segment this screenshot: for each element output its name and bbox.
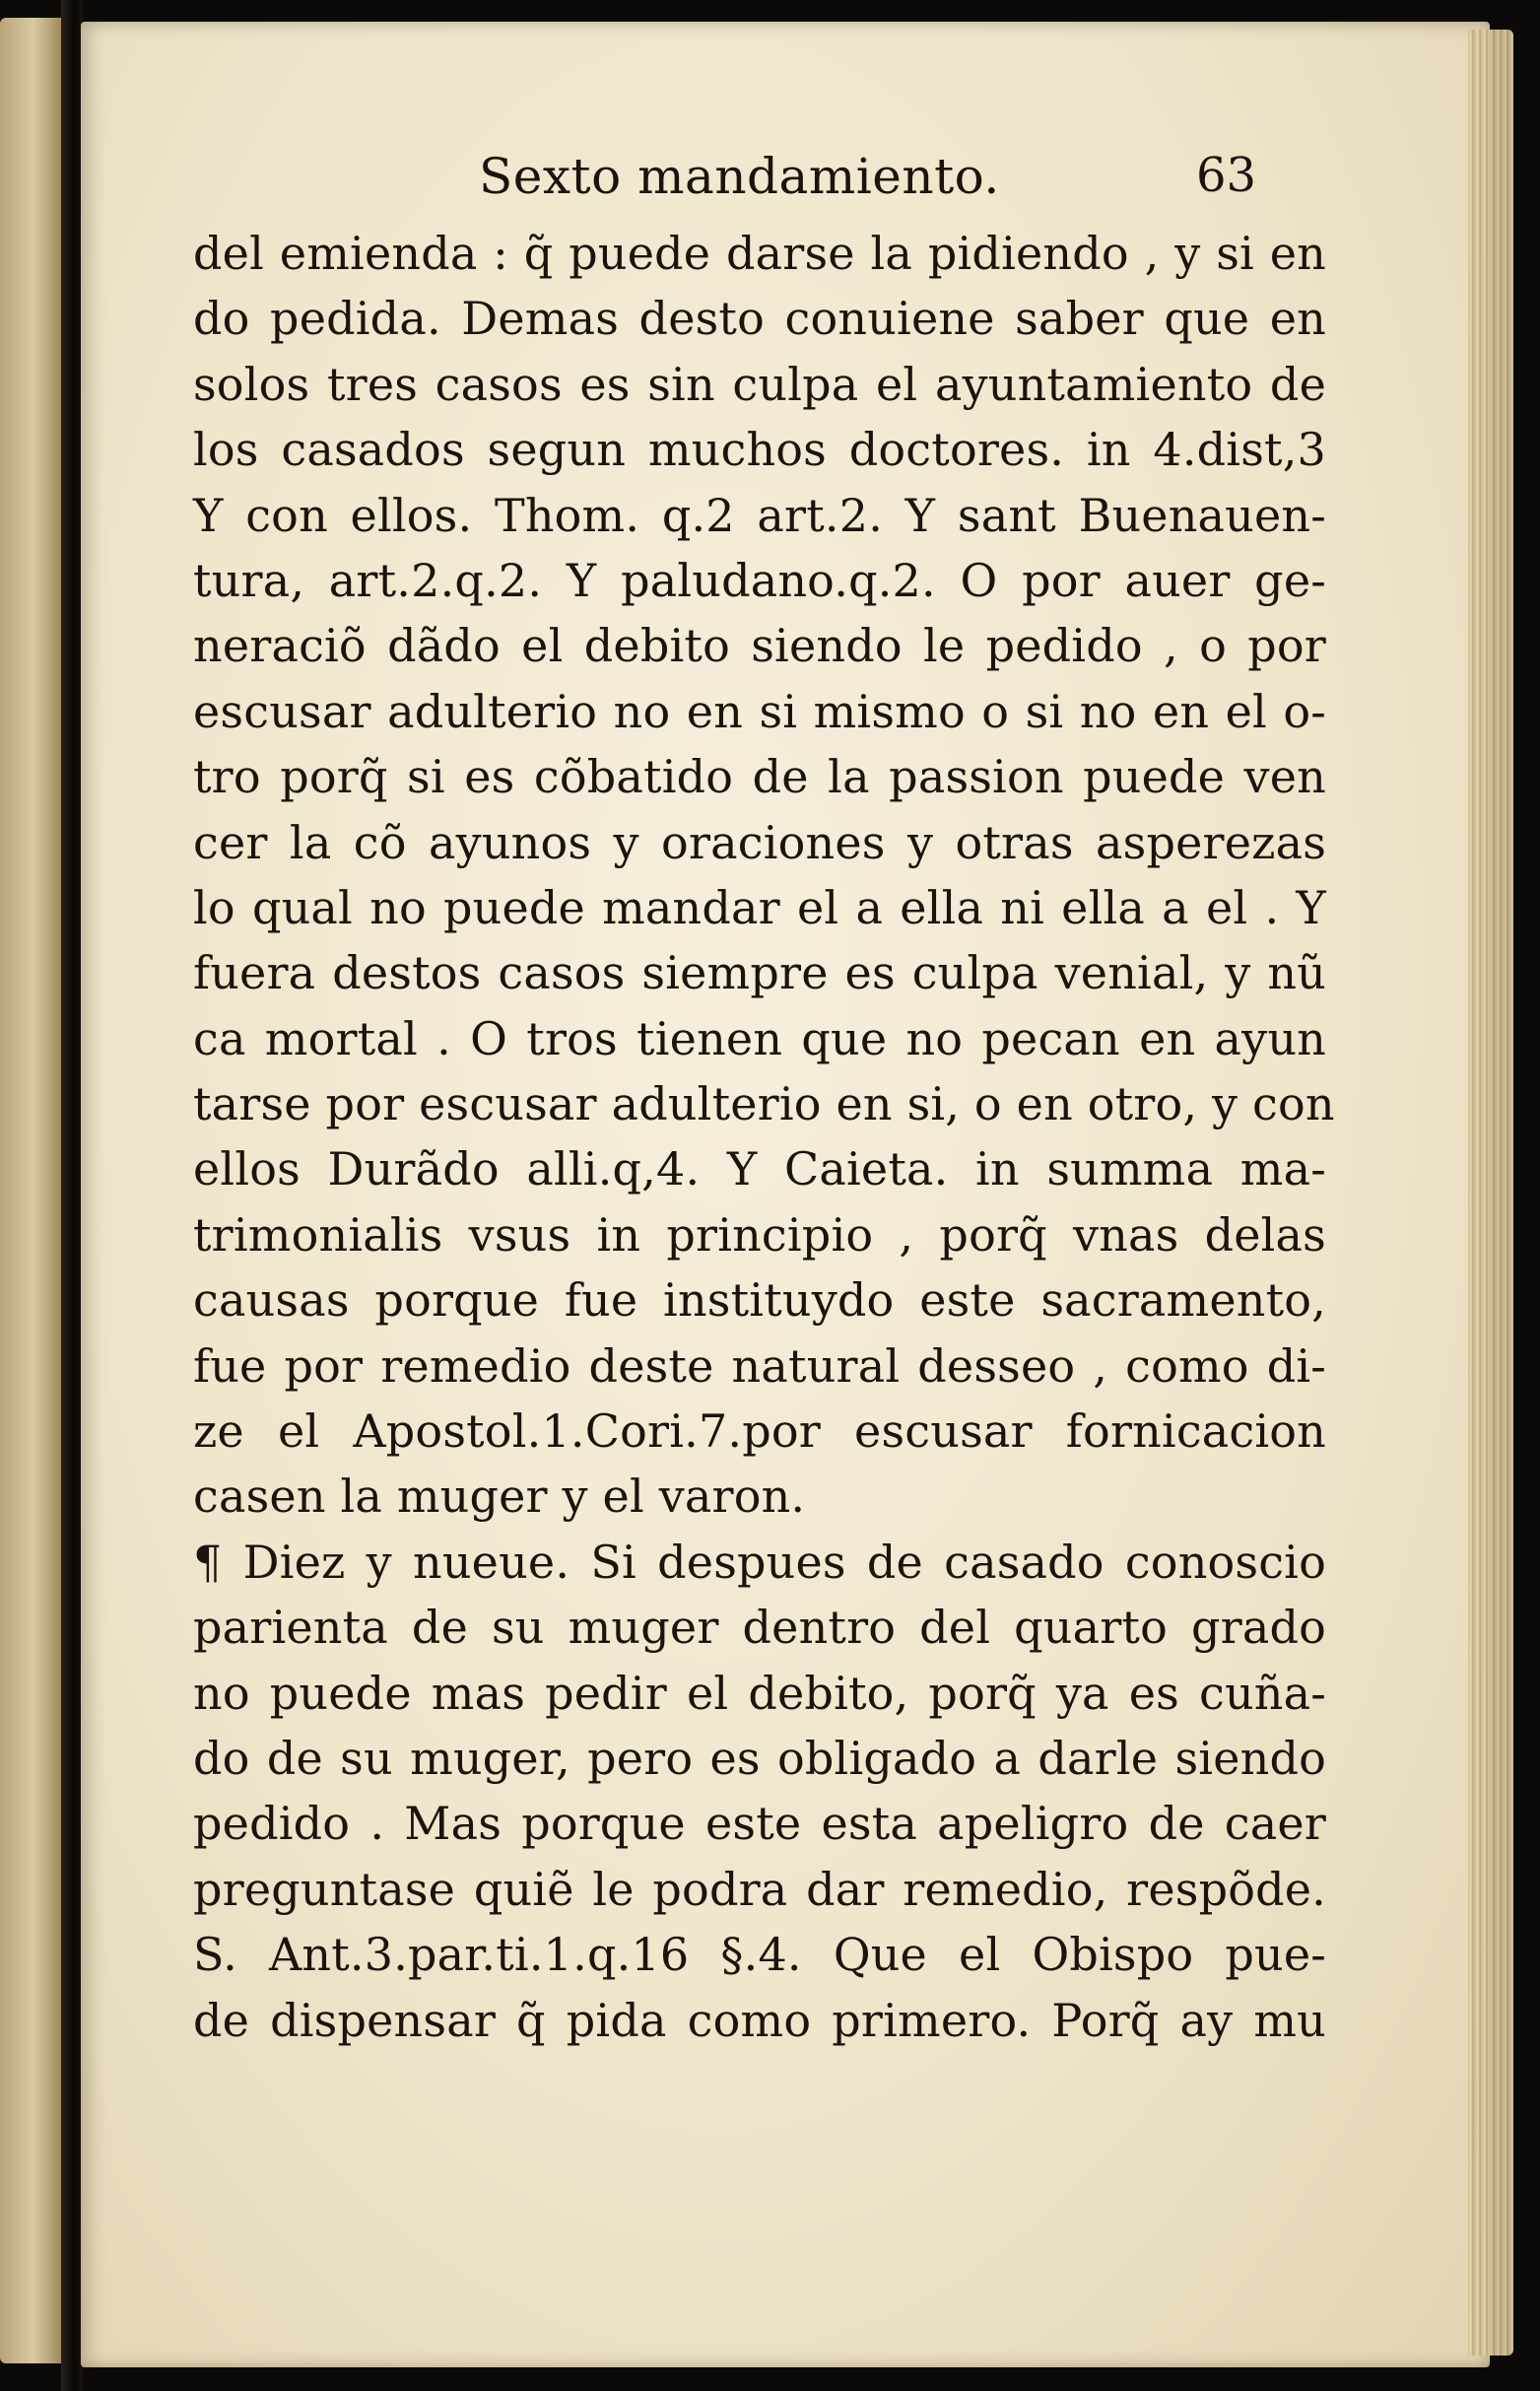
text-line: no puede mas pedir el debito, porq̃ ya es cuña-	[193, 1666, 1326, 1720]
running-title: Sexto mandamiento.	[479, 148, 1000, 205]
text-line: pedido . Mas porque este esta apeligro de caer	[193, 1797, 1326, 1851]
text-line: casen la muger y el varon.	[193, 1469, 806, 1524]
text-line: do de su muger, pero es obligado a darle siendo	[193, 1731, 1326, 1785]
text-line: solos tres casos es sin culpa el ayuntamiento de	[193, 357, 1326, 411]
text-line: preguntase quiẽ le podra dar remedio, respõde.	[193, 1862, 1326, 1916]
text-line: neraciõ dãdo el debito siendo le pedido , o por	[193, 619, 1326, 673]
text-line: ca mortal . O tros tienen que no pecan en ayun	[193, 1011, 1326, 1065]
running-head	[193, 126, 1326, 221]
text-line: fue por remedio deste natural desseo , como di-	[193, 1338, 1326, 1393]
text-line: trimonialis vsus in principio , porq̃ vnas delas	[193, 1207, 1326, 1262]
text-line: fuera destos casos siempre es culpa venial, y nũ	[193, 946, 1326, 1000]
text-line: tro porq̃ si es cõbatido de la passion puede ven	[193, 750, 1326, 804]
text-line: de dispensar q̃ pida como primero. Porq̃ ay mu	[193, 1993, 1326, 2047]
text-line: ze el Apostol.1.Cori.7.por escusar fornicacion	[193, 1404, 1326, 1459]
text-line: lo qual no puede mandar el a ella ni ella a el . Y	[193, 880, 1326, 934]
text-line: escusar adulterio no en si mismo o si no en el o-	[193, 684, 1326, 738]
text-line: los casados segun muchos doctores. in 4.dist,3	[193, 423, 1326, 477]
text-line: parienta de su muger dentro del quarto grado	[193, 1601, 1326, 1655]
text-line: tura, art.2.q.2. Y paludano.q.2. O por auer ge-	[193, 553, 1326, 607]
page-number: 63	[1196, 148, 1257, 203]
paragraph-start-line: ¶ Diez y nueue. Si despues de casado conoscio	[193, 1535, 1326, 1589]
book-gutter	[61, 0, 83, 2391]
text-line: causas porque fue instituydo este sacramento,	[193, 1273, 1326, 1328]
text-line: cer la cõ ayunos y oraciones y otras asperezas	[193, 815, 1326, 869]
left-page-edge	[0, 18, 61, 2363]
text-line: del emienda : q̃ puede darse la pidiendo , y si en	[193, 227, 1326, 280]
text-line: S. Ant.3.par.ti.1.q.16 §.4. Que el Obispo pue-	[193, 1928, 1326, 1982]
text-line: tarse por escusar adulterio en si, o en otro, y con	[193, 1077, 1335, 1131]
page-fore-edge	[1468, 30, 1513, 2356]
text-line: do pedida. Demas desto conuiene saber que en	[193, 292, 1326, 346]
text-line: Y con ellos. Thom. q.2 art.2. Y sant Buenauen-	[193, 488, 1326, 542]
text-block	[193, 126, 1335, 2053]
text-line: ellos Durãdo alli.q,4. Y Caieta. in summa ma-	[193, 1142, 1326, 1196]
